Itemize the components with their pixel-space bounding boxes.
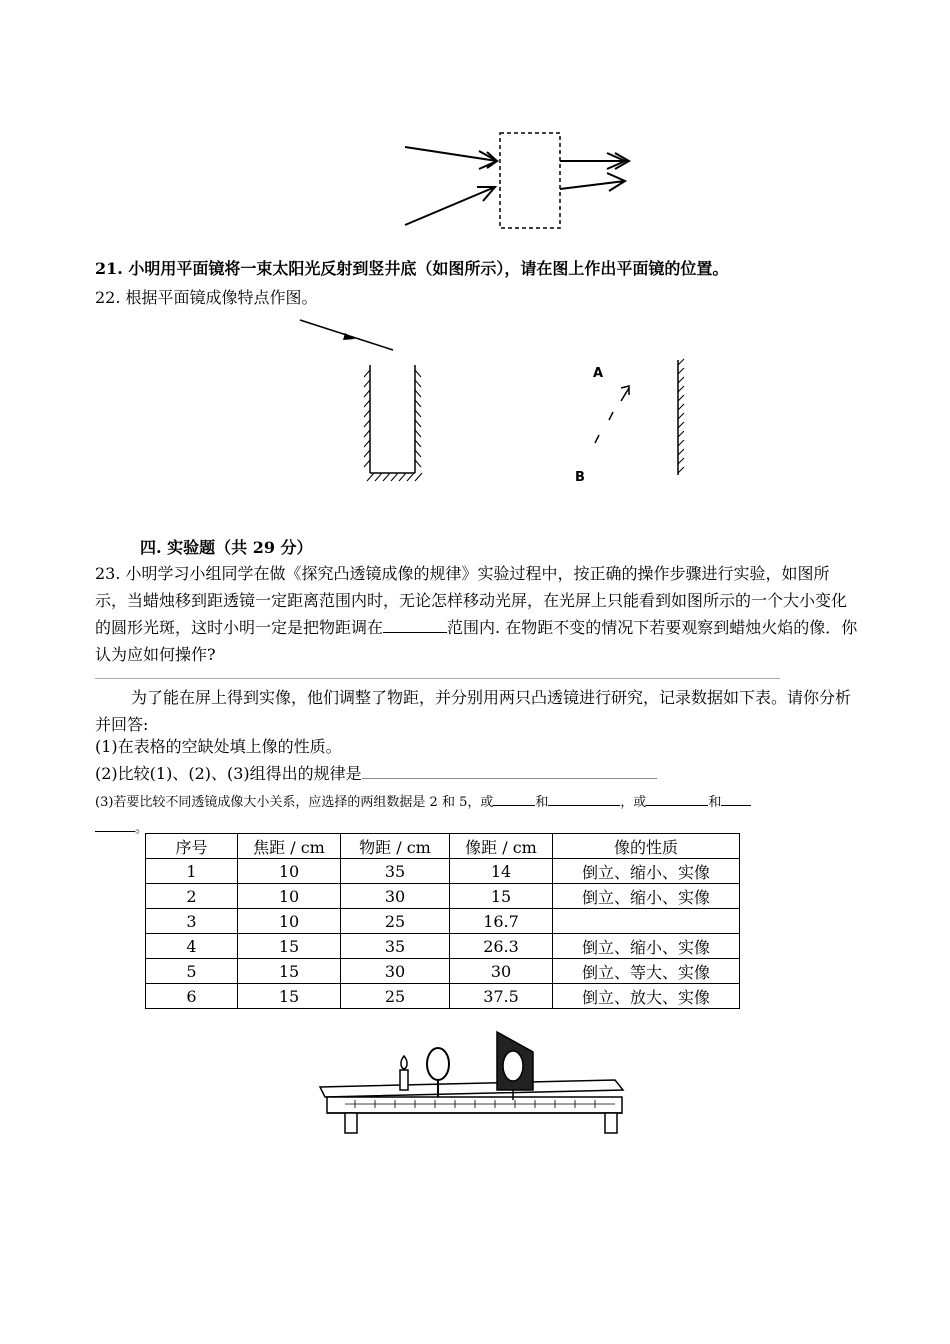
light-screen [497, 1032, 533, 1100]
table-cell: 35 [341, 859, 450, 884]
table-row [146, 884, 740, 909]
shaft-hatching [364, 370, 422, 481]
mirror-figure [565, 355, 695, 490]
table-row [146, 934, 740, 959]
table-row [146, 859, 740, 884]
answer-line[interactable] [95, 678, 780, 679]
optical-bench-figure [315, 1022, 635, 1142]
q23-item-2 [95, 761, 657, 787]
table-cell: 倒立、放大、实像 [553, 984, 740, 1009]
table-header: 像距 / cm [450, 834, 553, 859]
table-cell: 30 [341, 884, 450, 909]
table-cell: 10 [238, 909, 341, 934]
table-cell: 15 [238, 934, 341, 959]
q23-item-3-text: (3)若要比较不同透镜成像大小关系，应选择的两组数据是 2 和 5，或 [95, 795, 494, 810]
object-ab [595, 386, 629, 443]
rule-blank[interactable] [362, 764, 657, 779]
table-cell: 25 [341, 984, 450, 1009]
period: 。 [135, 821, 149, 836]
table-cell: 10 [238, 884, 341, 909]
table-header: 焦距 / cm [238, 834, 341, 859]
table-cell: 26.3 [450, 934, 553, 959]
table-cell: 5 [146, 959, 238, 984]
table-cell: 14 [450, 859, 553, 884]
label-a: A [593, 366, 604, 381]
image-property-blank[interactable] [553, 909, 740, 934]
table-cell: 10 [238, 859, 341, 884]
table-cell: 25 [341, 909, 450, 934]
candle [400, 1056, 408, 1090]
and-1: 和 [535, 795, 549, 810]
dashed-box [500, 133, 560, 228]
mirror-hatching [678, 359, 684, 473]
or-text: ，或 [620, 795, 647, 810]
q23-item-2-text: (2)比较(1)、(2)、(3)组得出的规律是 [95, 764, 362, 783]
question-23-intro [95, 560, 860, 668]
table-cell: 6 [146, 984, 238, 1009]
table-cell: 15 [238, 959, 341, 984]
outgoing-rays [560, 153, 629, 191]
group-blank-4[interactable] [721, 791, 751, 806]
q23-text: 23. 小明学习小组同学在做《探究凸透镜成像的规律》实验过程中，按正确的操作步骤进行实验，如图所示，当蜡烛移到距透镜一定距离范围内时，无论怎样移动光屏，在光屏上只能看到如图所示的一个大小变化的圆形光斑，这时小明一定是把物距调在 [95, 564, 848, 637]
table-cell: 倒立、等大、实像 [553, 959, 740, 984]
table-row [146, 959, 740, 984]
table-cell: 2 [146, 884, 238, 909]
table-cell: 倒立、缩小、实像 [553, 859, 740, 884]
table-cell: 1 [146, 859, 238, 884]
table-cell: 15 [238, 984, 341, 1009]
label-b: B [575, 470, 585, 485]
bench-rails [320, 1080, 623, 1113]
table-header: 像的性质 [553, 834, 740, 859]
group-blank-2[interactable] [548, 791, 620, 806]
table-cell: 16.7 [450, 909, 553, 934]
data-table [145, 833, 740, 1009]
light-box-figure [395, 125, 645, 235]
q23-paragraph-2: 为了能在屏上得到实像，他们调整了物距，并分别用两只凸透镜进行研究，记录数据如下表。请你分析并回答: [95, 688, 852, 734]
table-cell: 倒立、缩小、实像 [553, 934, 740, 959]
and-2: 和 [708, 795, 722, 810]
table-cell: 3 [146, 909, 238, 934]
table-row [146, 909, 740, 934]
table-cell: 15 [450, 884, 553, 909]
table-header: 序号 [146, 834, 238, 859]
group-blank-4-cont[interactable] [95, 817, 135, 832]
group-blank-3[interactable] [646, 791, 708, 806]
q23-item-1: (1)在表格的空缺处填上像的性质。 [95, 737, 342, 756]
q23-text-tail: 范围内. 在物距不变的情况下若要观察到蜡烛火焰的像．你认为应如何操作? [95, 618, 858, 664]
bench-legs [345, 1113, 617, 1133]
table-header-row [146, 834, 740, 859]
table-cell: 4 [146, 934, 238, 959]
question-22: 22. 根据平面镜成像特点作图。 [95, 288, 318, 307]
section-4-title: 四. 实验题（共 29 分） [140, 538, 313, 557]
table-cell: 35 [341, 934, 450, 959]
table-cell: 倒立、缩小、实像 [553, 884, 740, 909]
table-cell: 30 [450, 959, 553, 984]
question-21: 21. 小明用平面镜将一束太阳光反射到竖井底（如图所示），请在图上作出平面镜的位置。 [95, 259, 729, 278]
table-cell: 30 [341, 959, 450, 984]
shaft-walls [370, 365, 415, 473]
incident-rays [405, 147, 497, 225]
table-header: 物距 / cm [341, 834, 450, 859]
object-distance-blank[interactable] [383, 618, 447, 633]
table-row [146, 984, 740, 1009]
shaft-figure [295, 315, 435, 495]
group-blank-1[interactable] [493, 791, 535, 806]
table-cell: 37.5 [450, 984, 553, 1009]
